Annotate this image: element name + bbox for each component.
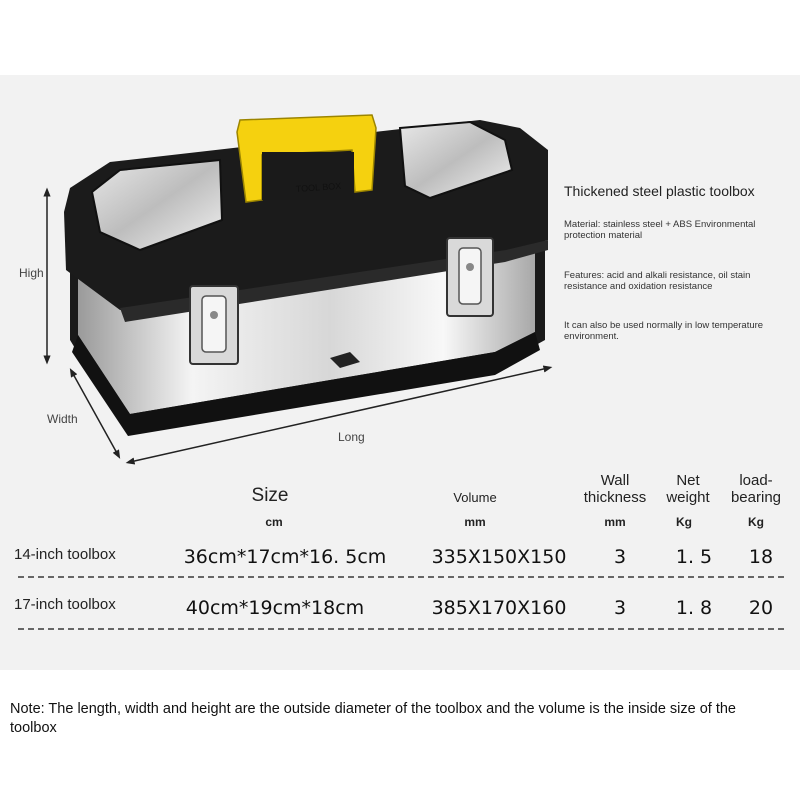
- info-features: Features: acid and alkali resistance, oil stain resistance and oxidation resistance: [564, 270, 751, 292]
- unit-volume: mm: [464, 515, 486, 529]
- header-wall-thickness: Wall thickness: [583, 472, 647, 506]
- row-volume: 335X150X150: [431, 546, 567, 568]
- info-temperature: It can also be used normally in low temperature environment.: [564, 320, 764, 342]
- header-net-weight: Net weight: [666, 472, 710, 506]
- info-title: Thickened steel plastic toolbox: [564, 183, 755, 199]
- latch-left: [190, 286, 238, 364]
- unit-net: Kg: [676, 515, 692, 529]
- row-divider: [18, 628, 784, 630]
- header-size: Size: [251, 485, 289, 506]
- row-size: 40cm*19cm*18cm: [185, 597, 365, 619]
- header-volume: Volume: [453, 490, 497, 505]
- row-load: 18: [748, 546, 774, 568]
- unit-load: Kg: [748, 515, 764, 529]
- header-load-bearing: load-bearing: [730, 472, 782, 506]
- row-divider: [18, 576, 784, 578]
- row-net: 1. 8: [675, 597, 713, 619]
- dimension-width-label: Width: [47, 412, 78, 426]
- handle-label: TOOL BOX: [295, 180, 342, 194]
- row-load: 20: [748, 597, 774, 619]
- row-net: 1. 5: [675, 546, 713, 568]
- row-wall: 3: [613, 597, 627, 619]
- dimension-long-label: Long: [338, 430, 365, 444]
- unit-wall: mm: [604, 515, 626, 529]
- footnote: Note: The length, width and height are the outside diameter of the toolbox and the volume is the inside size of the toolbox: [10, 701, 736, 736]
- latch-right: [447, 238, 493, 316]
- info-material: Material: stainless steel + ABS Environmental protection material: [564, 219, 756, 241]
- row-wall: 3: [613, 546, 627, 568]
- row-name: 14-inch toolbox: [14, 546, 116, 563]
- row-size: 36cm*17cm*16. 5cm: [183, 546, 387, 568]
- row-volume: 385X170X160: [431, 597, 567, 619]
- row-name: 17-inch toolbox: [14, 596, 116, 613]
- unit-size: cm: [265, 515, 283, 529]
- toolbox-image: [0, 100, 560, 480]
- dimension-high-label: High: [19, 266, 44, 280]
